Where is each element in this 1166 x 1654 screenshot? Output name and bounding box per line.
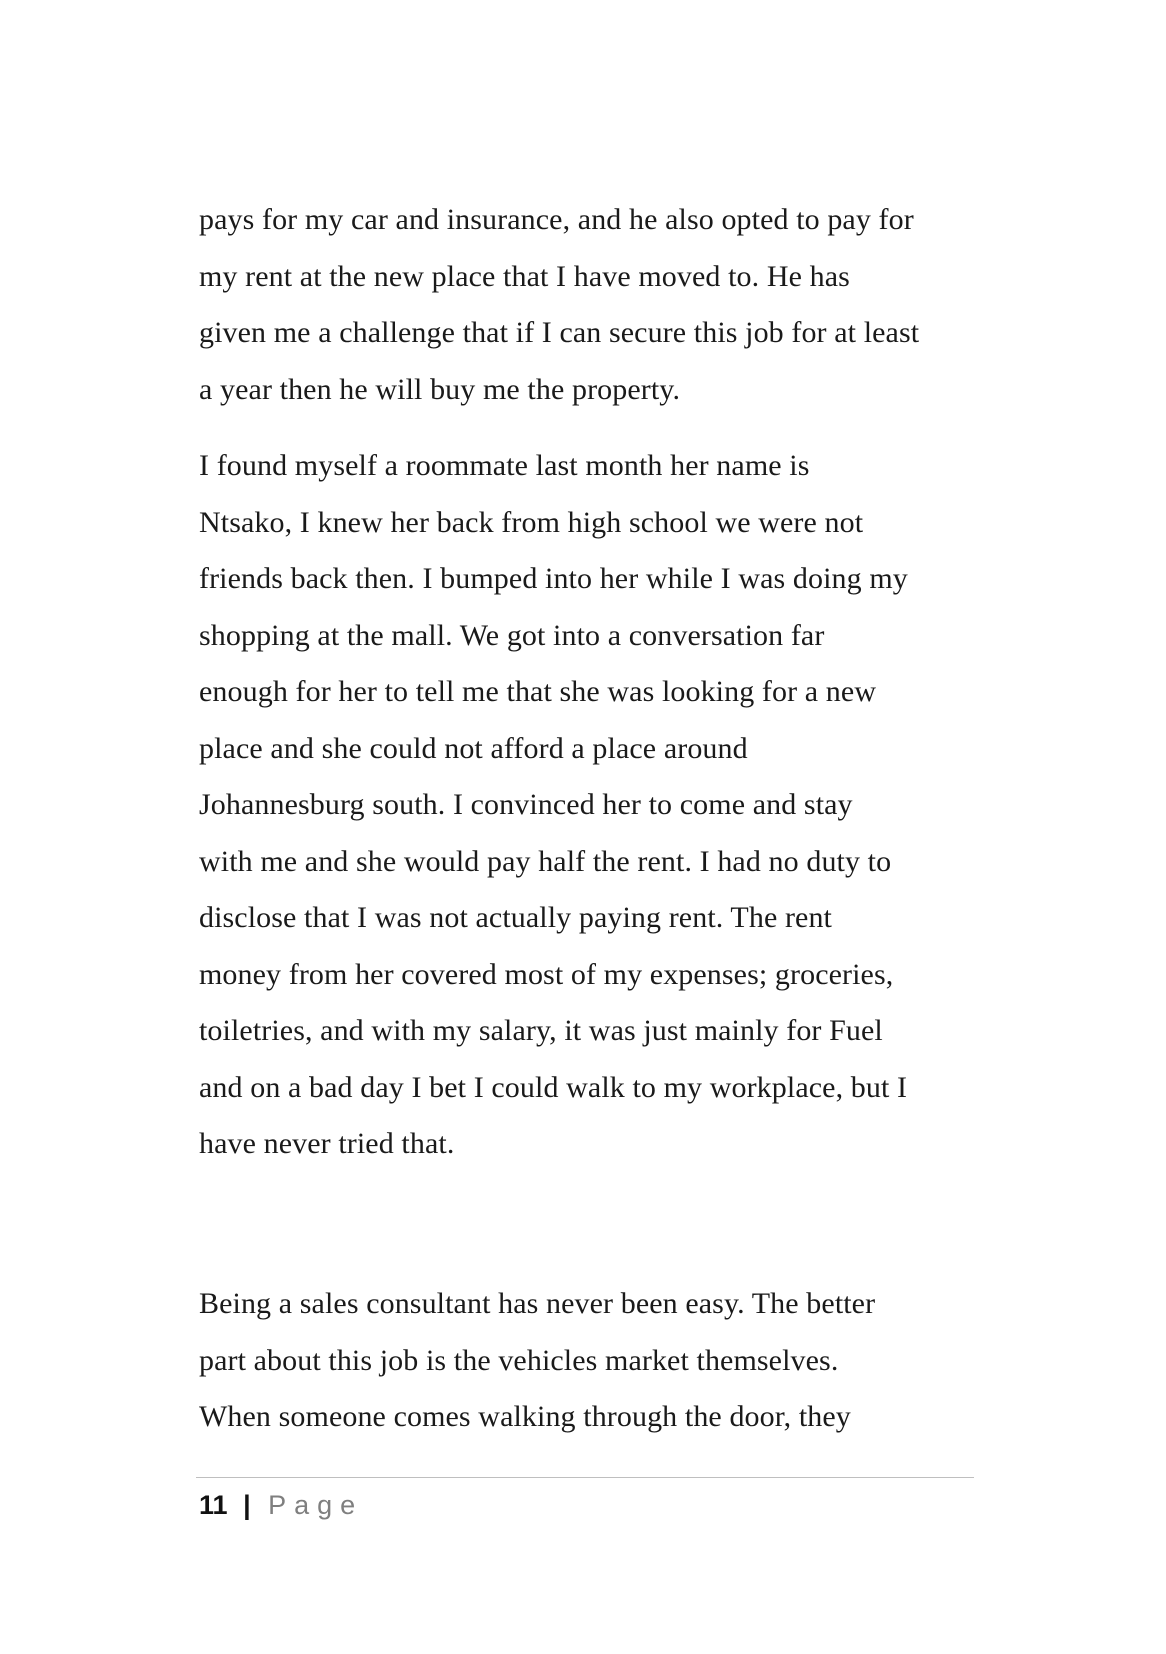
text-line: pays for my car and insurance, and he also opted to pay for <box>199 203 914 236</box>
text-line: money from her covered most of my expenses; groceries, <box>199 957 894 991</box>
text-line: Johannesburg south. I convinced her to come and stay <box>199 788 853 821</box>
text-line: toiletries, and with my salary, it was just mainly for Fuel <box>199 1014 883 1047</box>
text-line: have never tried that. <box>199 1127 455 1160</box>
text-line: disclose that I was not actually paying rent. The rent <box>199 901 832 934</box>
text-line: Ntsako, I knew her back from high school we were not <box>199 505 864 539</box>
text-line: shopping at the mall. We got into a conversation far <box>199 618 825 652</box>
page-number: 11 <box>199 1490 228 1520</box>
page-label: Page <box>268 1490 364 1520</box>
text-line: friends back then. I bumped into her while I was doing my <box>199 562 908 595</box>
text-line: and on a bad day I bet I could walk to my workplace, but I <box>199 1070 908 1104</box>
text-line: I found myself a roommate last month her name is <box>199 449 810 482</box>
footer-divider <box>196 1477 974 1478</box>
footer-separator: | <box>243 1490 251 1520</box>
paragraph-3 <box>199 1276 989 1446</box>
text-line: my rent at the new place that I have moved to. He has <box>199 259 850 293</box>
text-line: place and she could not afford a place around <box>199 731 748 765</box>
text-line: a year then he will buy me the property. <box>199 372 681 406</box>
text-line: given me a challenge that if I can secure this job for at least <box>199 316 920 349</box>
text-line: Being a sales consultant has never been easy. The better <box>199 1287 876 1320</box>
text-line: When someone comes walking through the door, they <box>199 1400 851 1433</box>
page-footer <box>199 1485 363 1525</box>
paragraph-2 <box>199 438 989 1173</box>
text-line: part about this job is the vehicles market themselves. <box>199 1343 839 1377</box>
paragraph-1 <box>199 192 989 418</box>
text-line: enough for her to tell me that she was looking for a new <box>199 675 877 708</box>
text-line: with me and she would pay half the rent. I had no duty to <box>199 844 892 878</box>
